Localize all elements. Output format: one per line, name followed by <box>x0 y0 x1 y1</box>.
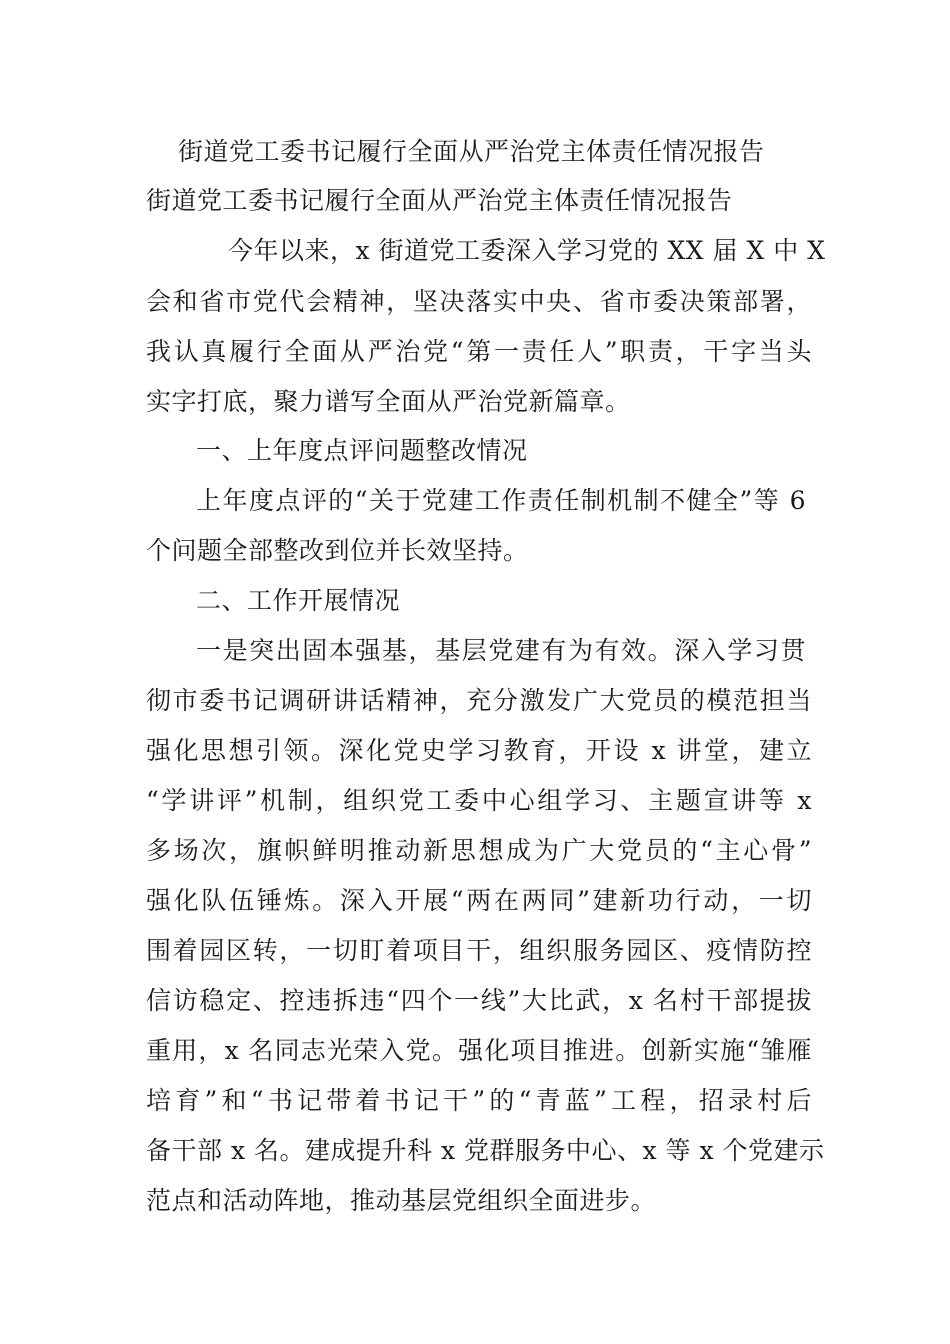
section-1-line-1: 上年度点评的“关于党建工作责任制机制不健全”等 6 <box>196 486 806 515</box>
section-2-line-8: 信访稳定、控违拆违“四个一线”大比武，x 名村干部提拔 <box>146 986 812 1015</box>
section-2-line-4: “学讲评”机制，组织党工委中心组学习、主题宣讲等 x <box>146 786 812 815</box>
section-2-line-3: 强化思想引领。深化党史学习教育，开设 x 讲堂，建立 <box>146 736 812 765</box>
section-2-line-6: 强化队伍锤炼。深入开展“两在两同”建新功行动，一切 <box>146 886 812 915</box>
intro-line-1: 今年以来，x 街道党工委深入学习党的 XX 届 X 中 X <box>228 236 826 265</box>
intro-line-3: 我认真履行全面从严治党“第一责任人”职责，干字当头 <box>146 337 812 366</box>
section-2-line-10: 培育”和“书记带着书记干”的“青蓝”工程，招录村后 <box>146 1086 812 1115</box>
section-2-line-5: 多场次，旗帜鲜明推动新思想成为广大党员的“主心骨” <box>146 836 812 865</box>
section-2-line-2: 彻市委书记调研讲话精神，充分激发广大党员的模范担当 <box>146 686 812 715</box>
section-2-line-11: 备干部 x 名。建成提升科 x 党群服务中心、x 等 x 个党建示 <box>146 1136 825 1165</box>
section-2-line-12: 范点和活动阵地，推动基层党组织全面进步。 <box>146 1186 657 1215</box>
section-2-line-1: 一是突出固本强基，基层党建有为有效。深入学习贯 <box>196 636 806 665</box>
section-2-line-9: 重用，x 名同志光荣入党。强化项目推进。创新实施“雏雁 <box>146 1036 812 1065</box>
section-2-heading: 二、工作开展情况 <box>196 586 401 615</box>
intro-line-2: 会和省市党代会精神，坚决落实中央、省市委决策部署， <box>146 287 812 316</box>
section-1-heading: 一、上年度点评问题整改情况 <box>196 436 528 465</box>
document-title: 街道党工委书记履行全面从严治党主体责任情况报告 <box>178 137 765 166</box>
section-1-line-2: 个问题全部整改到位并长效坚持。 <box>146 536 529 565</box>
section-2-line-7: 围着园区转，一切盯着项目干，组织服务园区、疫情防控 <box>146 936 812 965</box>
document-subtitle: 街道党工委书记履行全面从严治党主体责任情况报告 <box>146 186 733 215</box>
intro-line-4: 实字打底，聚力谱写全面从严治党新篇章。 <box>146 387 631 416</box>
